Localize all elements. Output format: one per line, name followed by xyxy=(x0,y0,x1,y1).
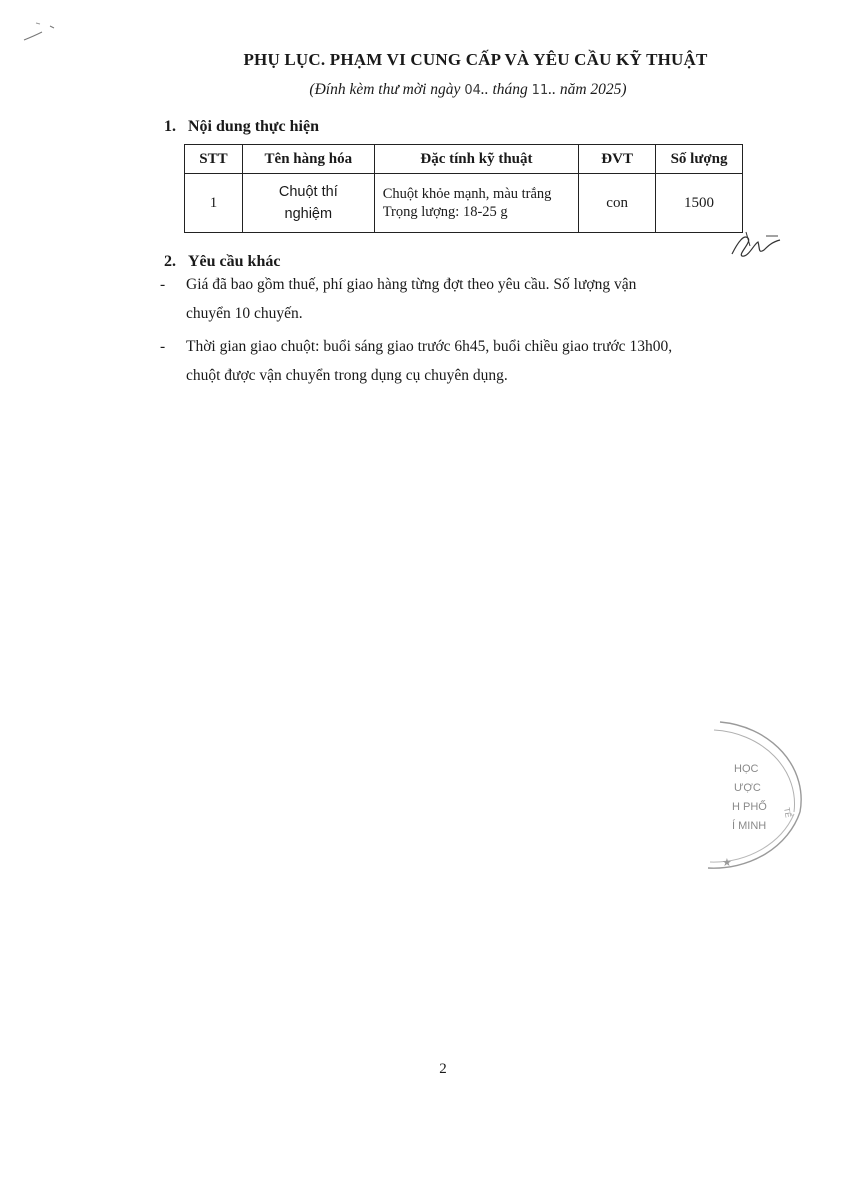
stamp-line-2: ƯỢC xyxy=(734,782,761,794)
requirement-line: Thời gian giao chuột: buổi sáng giao trước 6h45, buổi chiều giao trước 13h00, xyxy=(186,338,673,355)
requirement-dash: - xyxy=(160,276,166,293)
header-spec: Đặc tính kỹ thuật xyxy=(374,145,579,174)
cell-stt: 1 xyxy=(185,174,243,233)
section-2-title: Yêu cầu khác xyxy=(188,253,281,270)
subtitle-suffix: .. năm 2025) xyxy=(548,81,627,98)
items-table xyxy=(184,144,743,233)
requirement-item xyxy=(160,270,760,328)
stamp-line-3: H PHỐ xyxy=(732,801,767,813)
cell-name-line1: Chuột thí xyxy=(278,184,338,200)
section-2-heading xyxy=(164,253,280,271)
subtitle-day: 04 xyxy=(464,83,481,98)
header-stt: STT xyxy=(185,145,243,174)
document-subtitle xyxy=(0,81,846,99)
document-title: PHỤ LỤC. PHẠM VI CUNG CẤP VÀ YÊU CẦU KỸ THUẬT xyxy=(243,50,708,69)
section-2-number: 2. xyxy=(164,253,176,270)
page-number: 2 xyxy=(439,1061,447,1077)
requirement-item xyxy=(160,332,760,390)
section-1-heading xyxy=(164,118,319,136)
stamp-line-4: Í MINH xyxy=(732,820,767,832)
table-header-row xyxy=(185,145,743,174)
cell-qty: 1500 xyxy=(656,174,743,233)
requirement-line: chuyển 10 chuyến. xyxy=(186,305,303,322)
cell-spec xyxy=(374,174,579,233)
cell-unit: con xyxy=(579,174,656,233)
cell-name-line2: nghiệm xyxy=(284,206,333,222)
cell-name xyxy=(242,174,374,233)
header-qty: Số lượng xyxy=(656,145,743,174)
stamp-line-1: HỌC xyxy=(734,763,759,775)
header-name: Tên hàng hóa xyxy=(242,145,374,174)
subtitle-mid: .. tháng xyxy=(480,81,532,98)
cell-spec-line1: Chuột khỏe mạnh, màu trắng xyxy=(382,186,552,202)
requirement-line: chuột được vận chuyển trong dụng cụ chuyên dụng. xyxy=(186,367,508,384)
subtitle-prefix: (Đính kèm thư mời ngày xyxy=(309,81,465,98)
cell-spec-line2: Trọng lượng: 18-25 g xyxy=(382,204,508,220)
official-stamp xyxy=(700,716,810,886)
signature xyxy=(728,224,784,264)
subtitle-month: 11 xyxy=(531,83,549,98)
stamp-star-icon: ★ xyxy=(722,856,732,869)
header-unit: ĐVT xyxy=(579,145,656,174)
section-1-number: 1. xyxy=(164,118,176,135)
requirement-dash: - xyxy=(160,338,166,355)
stamp-side-text: TẾ xyxy=(782,806,793,819)
requirement-line: Giá đã bao gồm thuế, phí giao hàng từng đợt theo yêu cầu. Số lượng vận xyxy=(186,276,637,293)
scan-mark xyxy=(22,20,62,50)
section-1-title: Nội dung thực hiện xyxy=(188,118,319,135)
table-row xyxy=(185,174,743,233)
